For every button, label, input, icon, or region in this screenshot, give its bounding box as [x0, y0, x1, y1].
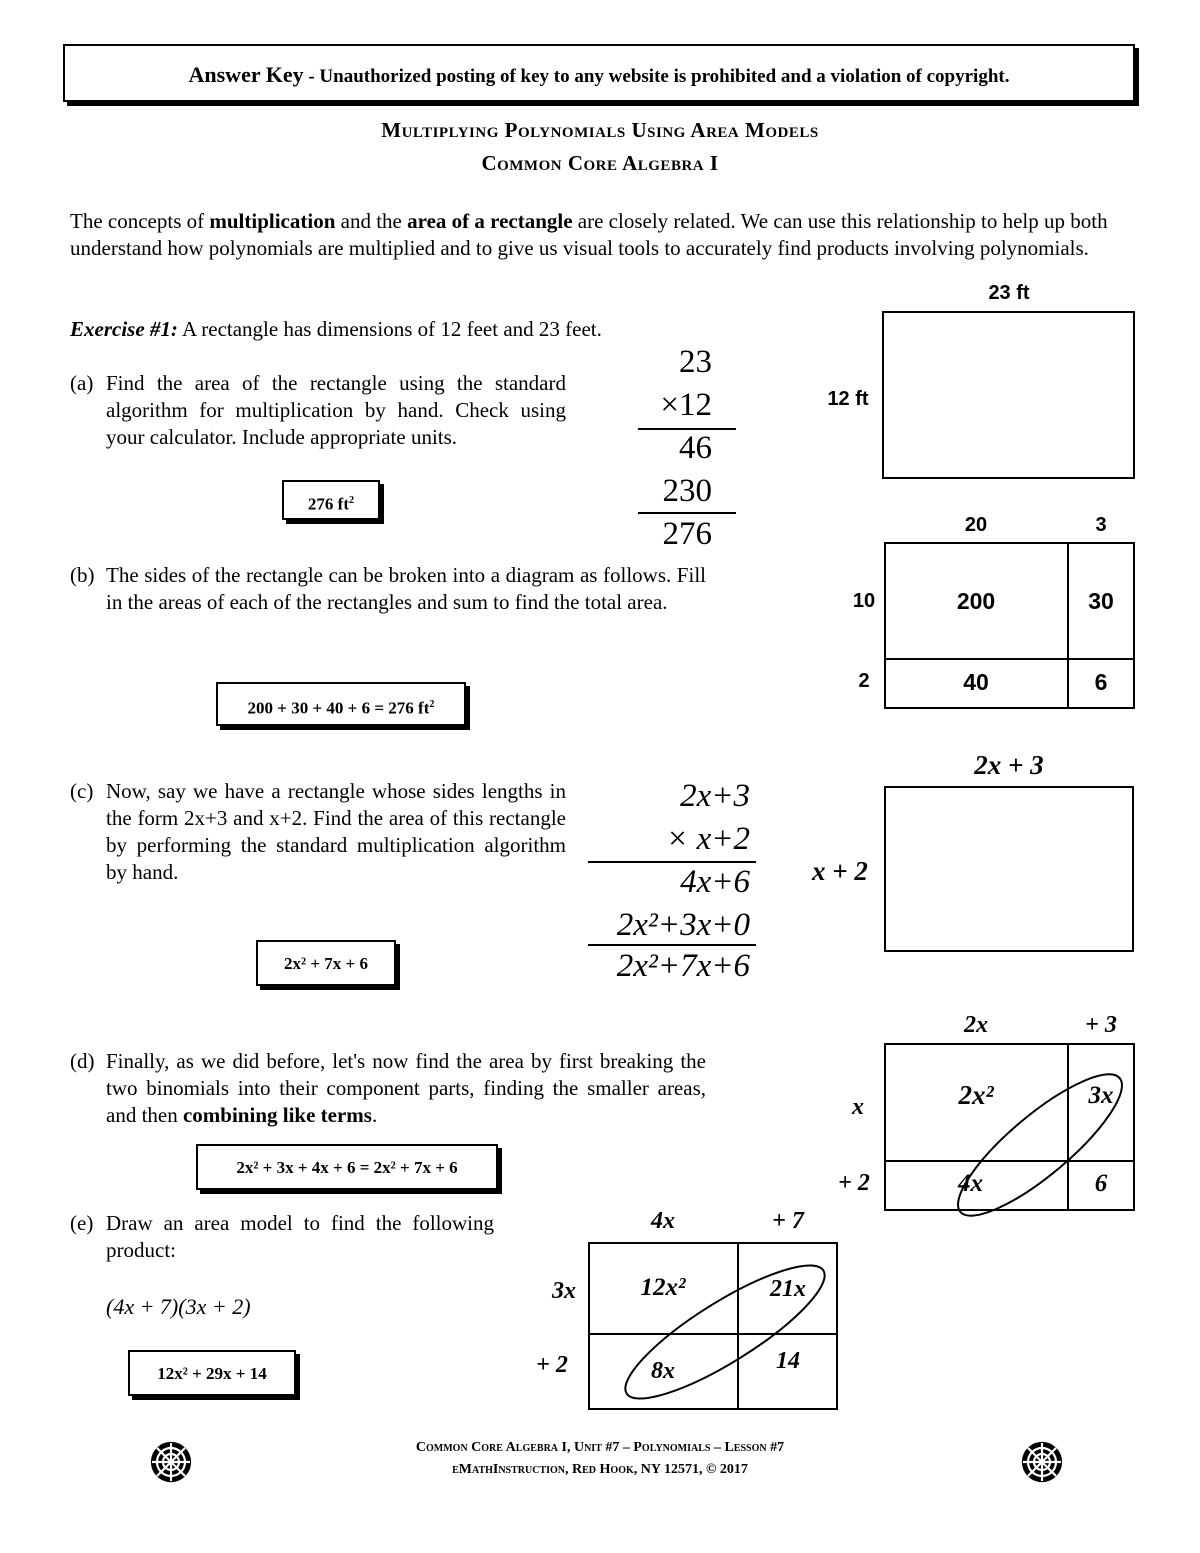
- exercise-heading: [70, 316, 710, 343]
- answer-key-banner: [63, 44, 1135, 102]
- calc-c-rule-1: [588, 861, 756, 863]
- part-c-answer: 2x² + 7x + 6: [284, 954, 368, 973]
- exercise-label: Exercise #1:: [70, 317, 178, 341]
- grid-e-row-label-1: 3x: [552, 1278, 576, 1304]
- banner-notice: - Unauthorized posting of key to any website is prohibited and a violation of copyright.: [303, 66, 1010, 87]
- grid-e-cell-1: 12x²: [640, 1274, 686, 1301]
- calc-a-line-3: 46: [679, 430, 712, 466]
- part-b-letter: (b): [70, 563, 95, 587]
- grid-e-cell-4: 14: [776, 1348, 800, 1374]
- grid-e-row-label-2: + 2: [536, 1352, 568, 1378]
- part-b-text: The sides of the rectangle can be broken into a diagram as follows. Fill in the areas of each of the rectangles and sum to find the total area.: [106, 563, 706, 614]
- intro-text-3: are closely related. We can use this relationship to help up both understand how polynomials are multiplied and to give us visual tools to accurately find products involving polynomials.: [70, 209, 1108, 260]
- part-e-text: Draw an area model to find the following product:: [106, 1211, 494, 1262]
- part-d-text: [106, 1048, 706, 1129]
- grid-b-col-label-1: 20: [964, 514, 988, 536]
- grid-d-row-label-2: + 2: [838, 1170, 870, 1196]
- grid-e-cell-2: 21x: [770, 1276, 806, 1302]
- calc-c-rule-2: [588, 944, 756, 946]
- part-d-answer-box: [196, 1144, 498, 1190]
- grid-d-like-terms-ellipse: [930, 1060, 1150, 1230]
- calc-a-line-2: ×12: [660, 387, 712, 423]
- footer-line-1: Common Core Algebra I, Unit #7 – Polynomials – Lesson #7: [415, 1440, 785, 1455]
- grid-b-cell-2: 30: [1088, 588, 1114, 614]
- intro-bold-2: area of a rectangle: [407, 209, 573, 233]
- grid-d-cell-3: 4x: [958, 1170, 983, 1197]
- grid-b-cell-1: 200: [956, 588, 996, 614]
- part-a-answer: 276 ft: [307, 494, 349, 514]
- intro-text-1: The concepts of: [70, 209, 210, 233]
- part-b-answer: 200 + 30 + 40 + 6 = 276 ft: [247, 698, 430, 718]
- grid-b-col-label-2: 3: [1095, 514, 1107, 536]
- grid-e-like-terms-ellipse: [610, 1256, 840, 1406]
- rect-c-width-label: 2x + 3: [974, 750, 1044, 780]
- part-a-text: Find the area of the rectangle using the standard algorithm for multiplication by hand. Check using your calculator. Include appropriate units.: [106, 371, 566, 449]
- grid-b-row-label-1: 10: [852, 590, 876, 612]
- page-subtitle: Common Core Algebra I: [481, 151, 719, 175]
- rect-a-width-label: 23 ft: [988, 282, 1030, 304]
- part-a-answer-exp: 2: [348, 495, 355, 506]
- intro-text-2: and the: [335, 209, 408, 233]
- calc-c-line-4: 2x²+3x+0: [616, 907, 750, 943]
- exercise-text: A rectangle has dimensions of 12 feet and 23 feet.: [177, 317, 602, 341]
- calc-c-line-5: 2x²+7x+6: [616, 948, 750, 984]
- page-title: Multiplying Polynomials Using Area Models: [381, 118, 819, 142]
- calc-a-line-1: 23: [679, 344, 712, 380]
- part-e-expression: (4x + 7)(3x + 2): [106, 1294, 251, 1319]
- part-d-bold: combining like terms: [182, 1103, 372, 1127]
- grid-e-col-label-2: + 7: [772, 1208, 804, 1234]
- part-d-text-1: Finally, as we did before, let's now find the area by first breaking the two binomials into their component parts, finding the smaller areas, and then: [106, 1049, 706, 1127]
- intro-bold-1: multiplication: [209, 209, 336, 233]
- grid-b-row-label-2: 2: [858, 670, 870, 692]
- grid-d-cell-2: 3x: [1088, 1082, 1114, 1109]
- grid-e-col-label-1: 4x: [651, 1208, 675, 1234]
- part-c-answer-box: [256, 940, 396, 986]
- grid-b-cell-3: 40: [963, 669, 989, 695]
- calc-c-line-2: × x+2: [666, 821, 750, 857]
- grid-d-cell-4: 6: [1094, 1170, 1108, 1197]
- part-e-letter: (e): [70, 1211, 94, 1235]
- calc-a-line-5: 276: [662, 516, 712, 552]
- part-c-letter: (c): [70, 779, 94, 803]
- part-a-letter: (a): [70, 371, 94, 395]
- rect-a: [882, 311, 1135, 479]
- part-b-answer-exp: 2: [429, 699, 435, 710]
- banner-key: Answer Key: [188, 62, 304, 87]
- grid-b-cell-4: 6: [1094, 669, 1108, 695]
- grid-d-row-label-1: x: [852, 1094, 864, 1120]
- rect-c-height-label: x + 2: [812, 856, 868, 886]
- footer-line-2: eMathInstruction, Red Hook, NY 12571, © 2017: [452, 1462, 748, 1477]
- intro-paragraph: [70, 208, 1132, 262]
- part-c-text: Now, say we have a rectangle whose sides lengths in the form 2x+3 and x+2. Find the area of this rectangle by performing the standard multiplication algorithm by hand.: [106, 779, 566, 884]
- part-a-answer-box: [282, 480, 380, 520]
- rect-c: [884, 786, 1134, 952]
- part-e-answer: 12x² + 29x + 14: [157, 1364, 267, 1383]
- grid-b-hline: [884, 658, 1135, 660]
- part-d-answer: 2x² + 3x + 4x + 6 = 2x² + 7x + 6: [236, 1158, 458, 1177]
- calc-c-line-1: 2x+3: [680, 778, 750, 814]
- rect-a-height-label: 12 ft: [827, 388, 869, 410]
- part-d-letter: (d): [70, 1049, 95, 1073]
- calc-a-line-4: 230: [662, 473, 712, 509]
- part-e-answer-box: [128, 1350, 296, 1396]
- calc-c-line-3: 4x+6: [680, 864, 750, 900]
- grid-d-col-label-2: + 3: [1085, 1012, 1117, 1038]
- part-b-answer-box: [216, 682, 466, 726]
- grid-e-cell-3: 8x: [651, 1358, 675, 1384]
- part-d-text-2: .: [371, 1103, 378, 1127]
- grid-d-col-label-1: 2x: [964, 1012, 988, 1038]
- grid-d-cell-1: 2x²: [958, 1080, 994, 1110]
- calc-a-rule-2: [638, 512, 736, 514]
